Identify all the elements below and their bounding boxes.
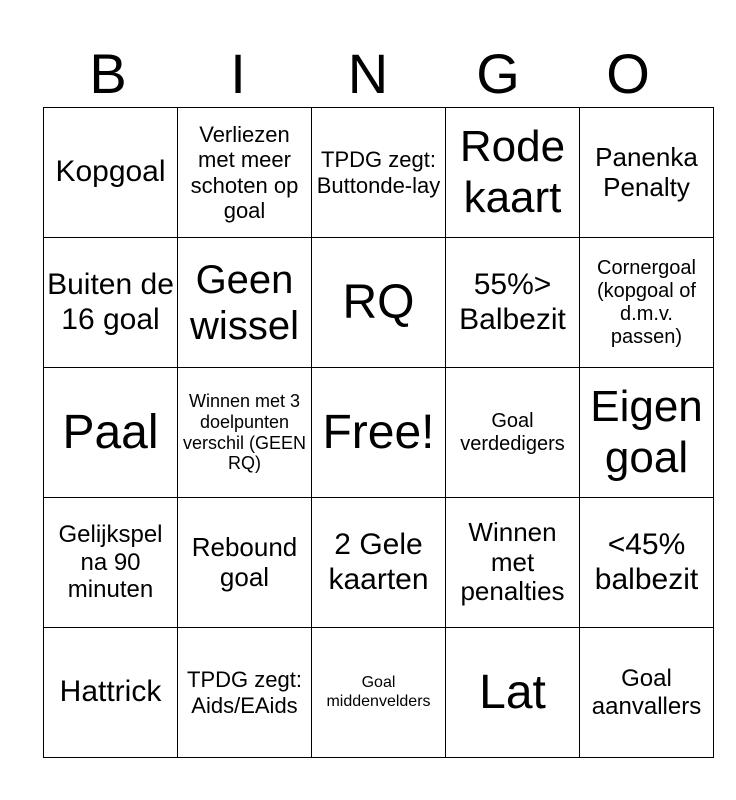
header-letter-i: I xyxy=(230,42,246,105)
bingo-cell[interactable]: Winnen met 3 doelpunten verschil (GEEN RQ) xyxy=(178,368,312,498)
bingo-cell-free[interactable]: Free! xyxy=(312,368,446,498)
bingo-cell[interactable]: Goal middenvelders xyxy=(312,628,446,758)
bingo-cell[interactable]: Eigen goal xyxy=(580,368,714,498)
bingo-cell[interactable]: 55%> Balbezit xyxy=(446,238,580,368)
bingo-cell[interactable]: Hattrick xyxy=(44,628,178,758)
bingo-cell[interactable]: Verliezen met meer schoten op goal xyxy=(178,108,312,238)
board-row xyxy=(44,498,714,628)
bingo-cell[interactable]: 2 Gele kaarten xyxy=(312,498,446,628)
bingo-cell[interactable]: TPDG zegt: Buttonde-lay xyxy=(312,108,446,238)
bingo-cell[interactable]: Lat xyxy=(446,628,580,758)
bingo-cell[interactable]: Goal aanvallers xyxy=(580,628,714,758)
bingo-cell[interactable]: RQ xyxy=(312,238,446,368)
bingo-cell[interactable]: TPDG zegt: Aids/EAids xyxy=(178,628,312,758)
bingo-cell[interactable]: <45% balbezit xyxy=(580,498,714,628)
bingo-cell[interactable]: Rebound goal xyxy=(178,498,312,628)
bingo-cell[interactable]: Paal xyxy=(44,368,178,498)
bingo-cell[interactable]: Geen wissel xyxy=(178,238,312,368)
board-row xyxy=(44,238,714,368)
board-row xyxy=(44,368,714,498)
header-letter-b: B xyxy=(89,42,127,105)
header-letter-n: N xyxy=(347,42,389,105)
bingo-cell[interactable]: Winnen met penalties xyxy=(446,498,580,628)
board-row xyxy=(44,108,714,238)
bingo-cell[interactable]: Cornergoal (kopgoal of d.m.v. passen) xyxy=(580,238,714,368)
bingo-cell[interactable]: Kopgoal xyxy=(44,108,178,238)
board-row xyxy=(44,628,714,758)
bingo-cell[interactable]: Buiten de 16 goal xyxy=(44,238,178,368)
bingo-cell[interactable]: Rode kaart xyxy=(446,108,580,238)
bingo-board xyxy=(43,107,714,758)
bingo-cell[interactable]: Gelijkspel na 90 minuten xyxy=(44,498,178,628)
header-letter-o: O xyxy=(606,42,650,105)
header-letter-g: G xyxy=(476,42,520,105)
bingo-cell[interactable]: Panenka Penalty xyxy=(580,108,714,238)
bingo-cell[interactable]: Goal verdedigers xyxy=(446,368,580,498)
bingo-header xyxy=(43,42,693,106)
